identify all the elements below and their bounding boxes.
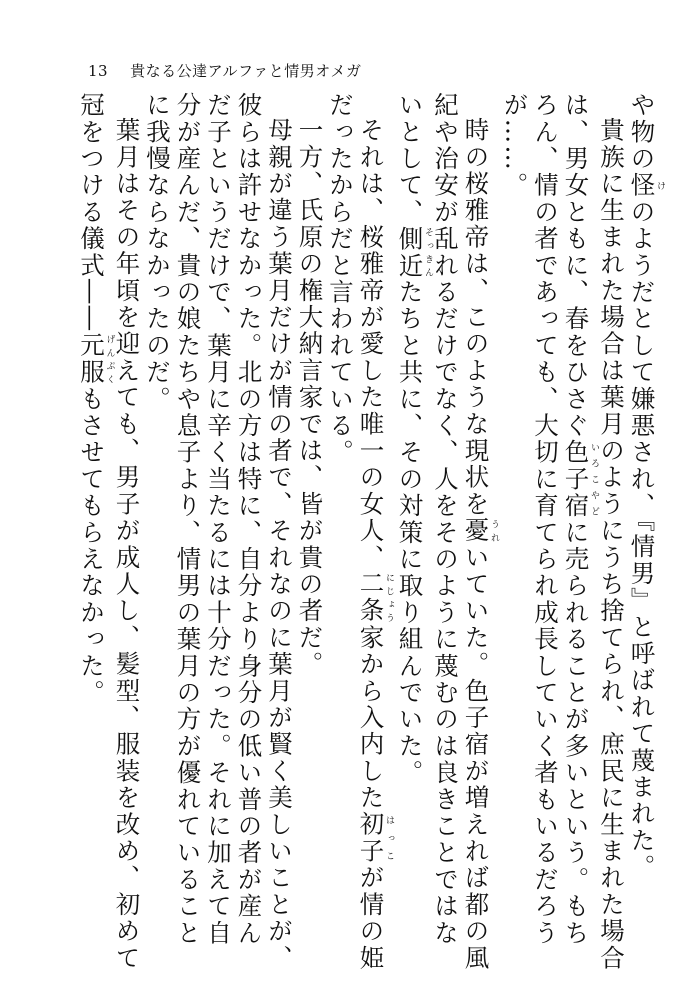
running-header [88, 60, 362, 81]
paragraph-1-text: や物の怪けのようだとして嫌悪され、『情男』と呼ばれて蔑まれた。 [627, 92, 665, 881]
paragraph-6 [142, 92, 295, 972]
paragraph-2-text-b: に売られることが多いという。もちろん、情の者であっても、大切に育てられ成長していく者もいるだろうが……。 [500, 92, 591, 947]
paragraph-4-text-b: 家から入内した [356, 623, 386, 811]
ruby-sokin-base: 側近 [395, 225, 425, 279]
ruby-ke-reading: け [655, 172, 665, 199]
paragraph-7-text-b: もさせてもらえなかった。 [77, 385, 106, 707]
ruby-ure-base: 憂 [461, 517, 491, 544]
paragraph-3-text-c: たちと共に、その対策に取り組んでいた。 [395, 278, 425, 787]
paragraph-3-text-b: いていた。色子宿が増えれば都の風紀や治安が乱れるだけでなく、人をそのように蔑むのは良きことではないとして、 [395, 92, 491, 971]
vertical-body-text [25, 92, 665, 972]
paragraph-7 [76, 92, 142, 972]
paragraph-3 [394, 92, 499, 972]
book-title: 貴なる公達アルファと情男オメガ [130, 62, 362, 80]
paragraph-3-text-a: 時の桜雅帝は、このような現状を [461, 116, 491, 517]
ruby-iroko-base: 色子宿 [561, 439, 591, 520]
ruby-hakko [356, 810, 394, 865]
ruby-genpuku-reading: げんぷく [104, 332, 115, 386]
paragraph-7-text-a: 葉月はその年頃を迎えても、男子が成人し、髪型、服装を改め、初めて冠をつける儀式―― [77, 92, 142, 971]
ruby-hakko-base: 初子 [356, 810, 386, 865]
ruby-sokin [395, 225, 433, 279]
ruby-ure [461, 517, 499, 544]
paragraph-2 [499, 92, 626, 972]
ruby-nijo-base: 二条 [356, 570, 386, 624]
ruby-ke: 怪け [627, 172, 665, 199]
ruby-ure-reading: うれ [489, 517, 499, 544]
paragraph-4-text-a: それは、桜雅帝が愛した唯一の女人、 [356, 116, 386, 571]
ruby-iroko [561, 439, 599, 520]
paragraph-5-text: 一方、氏原の権大納言家では、皆が貴の者だ。 [295, 116, 325, 678]
ruby-nijo-reading: にじょう [384, 570, 394, 624]
ruby-sokin-reading: そっきん [423, 225, 433, 279]
paragraph-6-text: 母親が違う葉月だけが情の者で、それなのに葉月が賢く美しいことが、彼らは許せなかった。北の方は特に、自分より身分の低い普の者が産んだ子というだけで、葉月に辛く当たるには十分だった。それに加えて自分が産んだ、貴の娘たちや息子より、情男の葉月の方が優れていることに我慢ならなかったのだ。 [143, 92, 294, 971]
ruby-genpuku-base: 元服 [77, 332, 106, 386]
ruby-iroko-reading: いろこやど [589, 439, 599, 520]
ruby-genpuku [77, 332, 115, 386]
page-number: 13 [88, 62, 109, 80]
paragraph-2-text-a: 貴族に生まれた場合は葉月のようにうち捨てられ、庶民に生まれた場合は、男女ともに、春をひさぐ [561, 92, 626, 971]
paragraph-1 [626, 92, 665, 972]
ruby-hakko-reading: はっこ [384, 810, 394, 865]
paragraph-4-text-c: が情の姫だったからだと言われている。 [326, 92, 386, 971]
paragraph-5 [294, 92, 325, 972]
paragraph-4 [325, 92, 395, 972]
ruby-nijo [356, 570, 394, 624]
